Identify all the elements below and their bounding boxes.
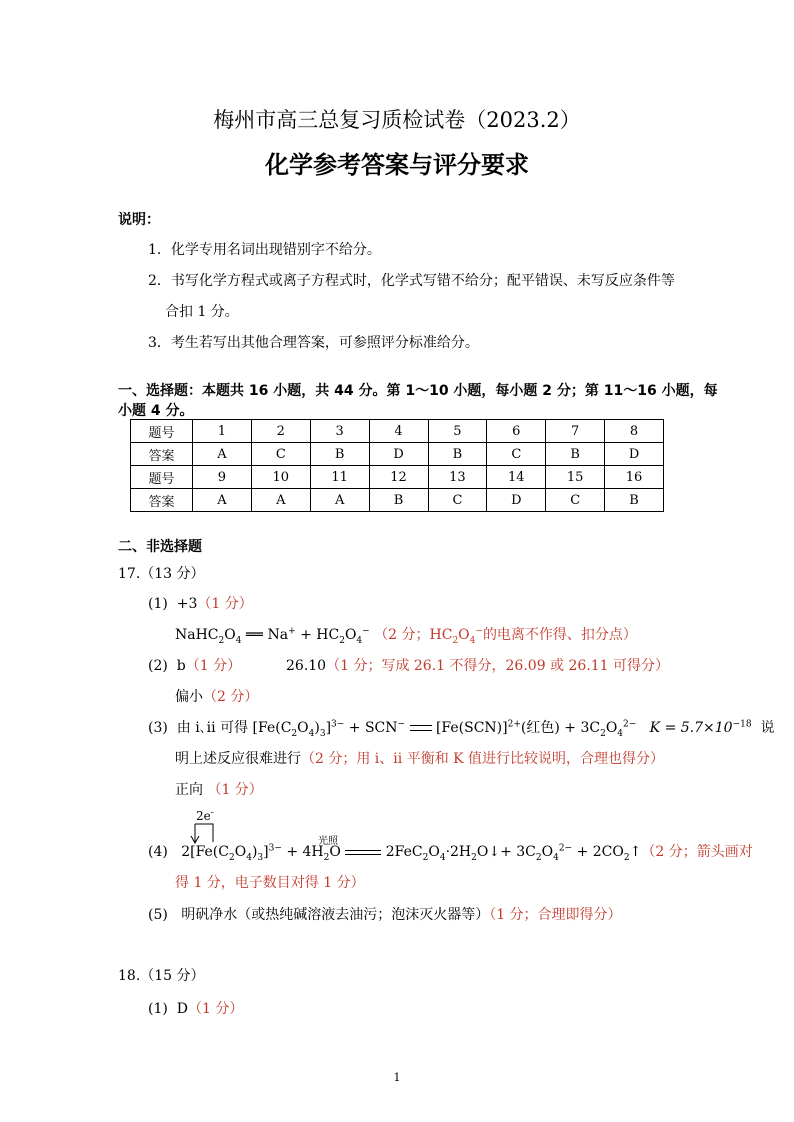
row-header-cell: 答案: [131, 443, 193, 466]
table-row: [131, 466, 664, 489]
page-title: 梅州市高三总复习质检试卷（2023.2）: [213, 108, 581, 132]
table-row: [131, 489, 664, 512]
eq-plus: +: [300, 627, 317, 643]
q18-part1: (1) D（1 分）: [148, 1001, 244, 1017]
row-header-cell: 答案: [131, 489, 193, 512]
eq-left: NaHC: [175, 627, 219, 643]
q17-heading: 17.（13 分）: [118, 566, 205, 582]
table-cell: B: [310, 443, 369, 466]
q17-part1-equation: $NaHC_2O_4$ ══ $Na^+ + HC_2O_4^-$ （2 分；$HC_2O_4^-$的电离不作得、扣分点）: [175, 626, 637, 646]
table-cell: B: [605, 489, 664, 512]
q17-part4: (4) $2[Fe(C_2O_4)_3]^{3-} + 4H_2O$ $2FeC_2O_4\cdot 2H_2O↓+ 3C_2O_4^{2-}$ + $2CO_2↑(2$ 分；箭头画对: [148, 843, 753, 863]
table-cell: 6: [487, 420, 546, 443]
section1-heading-cont: 小题 4 分。: [118, 403, 194, 419]
table-cell: 3: [310, 420, 369, 443]
table-cell: A: [310, 489, 369, 512]
table-cell: 15: [546, 466, 605, 489]
q17-part3-answer2: 正向 （1 分）: [175, 782, 263, 798]
table-cell: B: [428, 443, 487, 466]
page-subtitle: 化学参考答案与评分要求: [265, 151, 529, 179]
part-label: (1): [148, 596, 168, 612]
q18-heading: 18.（15 分）: [118, 968, 205, 984]
note-item-2-cont: 合扣 1 分。: [165, 304, 239, 320]
q17-part5: (5) 明矾净水（或热纯碱溶液去油污；泡沫灭火器等）（1 分；合理即得分）: [148, 907, 622, 923]
score: （1 分）: [197, 596, 253, 612]
reaction-condition: 光照: [318, 836, 338, 847]
score-note: （2 分；$HC_2O_4^-$的电离不作得、扣分点）: [374, 626, 637, 646]
table-cell: A: [193, 489, 252, 512]
q17-part4-note-cont: 得 1 分，电子数目对得 1 分）: [175, 875, 365, 891]
note-item-1: 1．化学专用名词出现错别字不给分。: [148, 242, 381, 258]
reaction-equals: [345, 850, 381, 855]
table-cell: 12: [369, 466, 428, 489]
table-cell: 9: [193, 466, 252, 489]
table-cell: 7: [546, 420, 605, 443]
table-cell: D: [369, 443, 428, 466]
q17-part2-answer2: 偏小（2 分）: [175, 689, 259, 705]
equals-sign: ══: [246, 627, 263, 643]
electron-transfer-label: 2e-: [196, 808, 214, 823]
q17-part1: [148, 593, 253, 613]
table-cell: 11: [310, 466, 369, 489]
table-cell: B: [546, 443, 605, 466]
row-header-cell: 题号: [131, 466, 193, 489]
table-cell: 5: [428, 420, 487, 443]
q17-part2: (2) b（1 分）: [148, 658, 242, 674]
table-cell: 14: [487, 466, 546, 489]
table-cell: 4: [369, 420, 428, 443]
q17-part2-value: 26.10（1 分；写成 26.1 不得分，26.09 或 26.11 可得分）: [286, 658, 670, 674]
equilibrium-arrow: [410, 724, 432, 732]
table-cell: D: [605, 443, 664, 466]
table-cell: D: [487, 489, 546, 512]
table-cell: C: [546, 489, 605, 512]
table-cell: 1: [193, 420, 252, 443]
table-row: [131, 443, 664, 466]
table-cell: 13: [428, 466, 487, 489]
table-cell: 8: [605, 420, 664, 443]
table-cell: A: [193, 443, 252, 466]
q17-part3-line2: 明上述反应很难进行（2 分；用 i、ii 平衡和 K 值进行比较说明，合理也得分）: [175, 751, 665, 767]
answer-table: [130, 419, 664, 512]
answer: +3: [176, 596, 198, 612]
note-item-3: 3．考生若写出其他合理答案，可参照评分标准给分。: [148, 335, 479, 351]
table-cell: 16: [605, 466, 664, 489]
q17-part3: (3) 由 i､ii 可得 $[Fe(C_2O_4)_3]^{3-} + SCN^-$ $[Fe(SCN)]^{2+}$(红色) + $3C_2O_4^{2-}$ $K = 5.7\times 10^{-18}$ 说: [148, 719, 775, 739]
note-item-2: 2．书写化学方程式或离子方程式时，化学式写错不给分；配平错误、未写反应条件等: [148, 273, 675, 289]
table-row: [131, 420, 664, 443]
section2-heading: 二、非选择题: [118, 539, 202, 555]
table-cell: C: [251, 443, 310, 466]
notes-heading: 说明：: [118, 212, 160, 228]
page-number: 1: [393, 1071, 401, 1084]
table-cell: 2: [251, 420, 310, 443]
table-cell: A: [251, 489, 310, 512]
table-cell: 10: [251, 466, 310, 489]
table-cell: B: [369, 489, 428, 512]
table-cell: C: [428, 489, 487, 512]
table-cell: C: [487, 443, 546, 466]
row-header-cell: 题号: [131, 420, 193, 443]
section1-heading: 一、选择题：本题共 16 小题，共 44 分。第 1～10 小题，每小题 2 分；第 11～16 小题，每: [118, 383, 718, 399]
